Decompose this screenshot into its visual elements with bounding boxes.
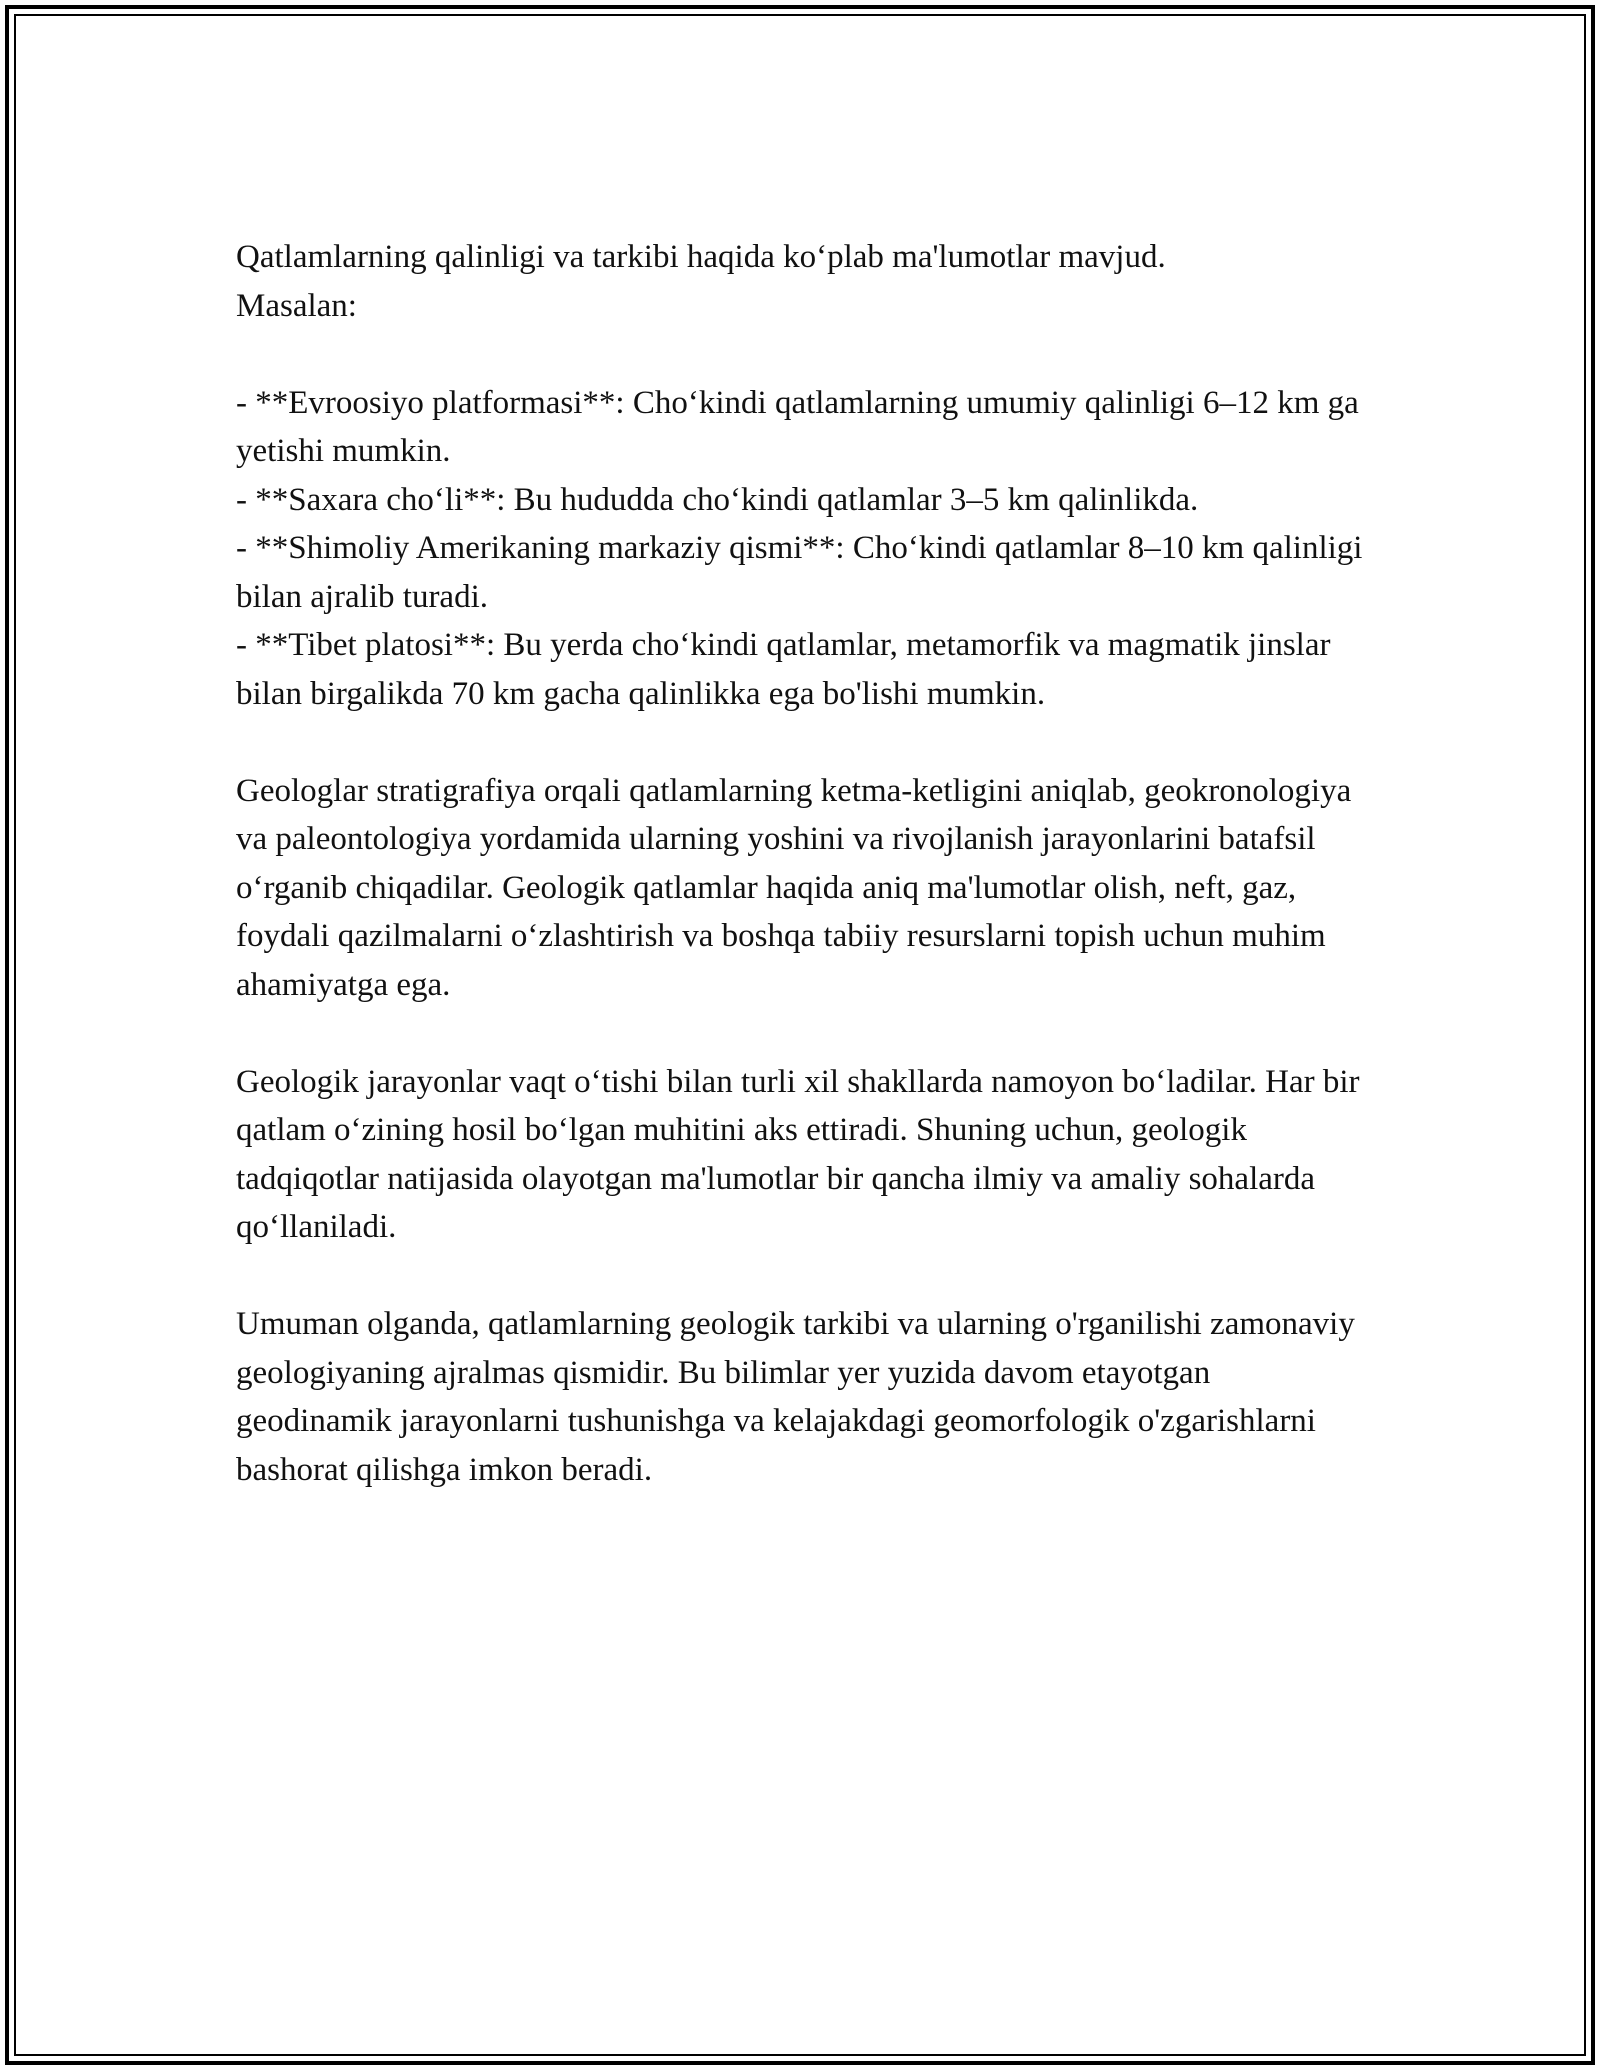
list-item: - **Evroosiyo platformasi**: Cho‘kindi qatlamlarning umumiy qalinligi 6–12 km ga yetishi mumkin.: [236, 384, 1359, 469]
list-item: - **Shimoliy Amerikaning markaziy qismi**: Cho‘kindi qatlamlar 8–10 km qalinligi bilan ajralib turadi.: [236, 530, 1363, 615]
intro-paragraph: [236, 233, 1366, 330]
list-item: - **Saxara cho‘li**: Bu hududda cho‘kindi qatlamlar 3–5 km qalinlikda.: [236, 481, 1199, 518]
body-paragraph: Umuman olganda, qatlamlarning geologik tarkibi va ularning o'rganilishi zamonaviy geologiyaning ajralmas qismidir. Bu bilimlar yer yuzida davom etayotgan geodinamik jarayonlarni tushunishga va kelajakdagi geomorfologik o'zgarishlarni bashorat qilishga imkon beradi.: [236, 1306, 1355, 1488]
body-paragraph: Geologlar stratigrafiya orqali qatlamlarning ketma-ketligini aniqlab, geokronologiya va paleontologiya yordamida ularning yoshini va rivojlanish jarayonlarini batafsil o‘rganib chiqadilar. Geologik qatlamlar haqida aniq ma'lumotlar olish, neft, gaz, foydali qazilmalarni o‘zlashtirish va boshqa tabiiy resurslarni topish uchun muhim ahamiyatga ega.: [236, 772, 1352, 1003]
document-body: [236, 233, 1366, 1543]
intro-line: Masalan:: [236, 287, 357, 324]
intro-line: Qatlamlarning qalinligi va tarkibi haqida ko‘plab ma'lumotlar mavjud.: [236, 239, 1166, 275]
region-list: [236, 379, 1366, 719]
body-paragraph: Geologik jarayonlar vaqt o‘tishi bilan turli xil shakllarda namoyon bo‘ladilar. Har bir qatlam o‘zining hosil bo‘lgan muhitini aks ettiradi. Shuning uchun, geologik tadqiqotlar natijasida olayotgan ma'lumotlar bir qancha ilmiy va amaliy sohalarda qo‘llaniladi.: [236, 1063, 1360, 1245]
list-item: - **Tibet platosi**: Bu yerda cho‘kindi qatlamlar, metamorfik va magmatik jinslar bilan birgalikda 70 km gacha qalinlikka ega bo'lishi mumkin.: [236, 627, 1331, 712]
